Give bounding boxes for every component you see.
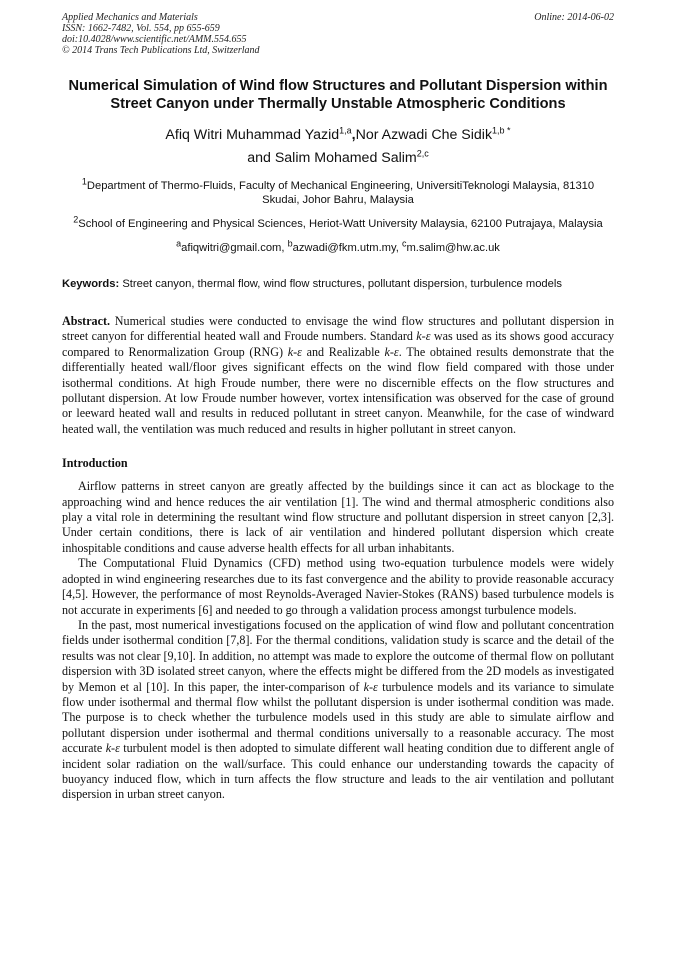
paragraph-text: turbulent model is then adopted to simulate different wall heating condition due to different angle of incident solar radiation on the wall/surface. This could enhance our understanding towards the capacity of buoyancy induced flow, which in turn affects the flow structure and leads to the air ventilation and pollutant dispersion in urban street canyon.: [62, 741, 614, 802]
affiliation-text: Department of Thermo-Fluids, Faculty of Mechanical Engineering, UniversitiTeknologi Malaysia, 81310 Skudai, Johor Bahru, Malaysia: [86, 180, 595, 206]
online-date: Online: 2014-06-02: [534, 12, 614, 23]
keywords-text: Street canyon, thermal flow, wind flow structures, pollutant dispersion, turbulence models: [122, 278, 562, 290]
abstract-text: Numerical studies were conducted to envisage the wind flow structures and pollutant dispersion in street canyon for differential heated wall and Froude numbers. Standard: [62, 314, 614, 344]
body-paragraph: The Computational Fluid Dynamics (CFD) method using two-equation turbulence models were widely adopted in wind engineering researches due to its fast convergence and the ability to provide reasonable accuracy [4,5]. However, the performance of most Reynolds-Averaged Navier-Stokes (RANS) based turbulence models is not accurate in experiments [6] and needed to go through a validation process amongst turbulence models.: [62, 556, 614, 617]
model-symbol: k-ε: [363, 679, 378, 694]
paper-title: Numerical Simulation of Wind flow Structures and Pollutant Dispersion within Street Canyon under Thermally Unstable Atmospheric Conditions: [68, 78, 608, 112]
email-link[interactable]: azwadi@fkm.utm.my: [292, 242, 396, 254]
author-list: Afiq Witri Muhammad Yazid$^{1,a}$,Nor Azwadi Che Sidik$^{1,b *}$ and Salim Mohamed Salim$^{2,c}$: [165, 125, 511, 166]
author-name: Afiq Witri Muhammad Yazid: [165, 127, 340, 143]
abstract-label: Abstract.: [62, 314, 111, 328]
author-name: Nor Azwadi Che Sidik: [355, 127, 493, 143]
section-heading-introduction: Introduction: [62, 456, 128, 471]
author-affiliation-mark: 2,c: [416, 148, 429, 159]
author-affiliation-mark: 1,b *: [492, 125, 511, 136]
abstract-text: and Realizable: [301, 344, 385, 359]
journal-header: [62, 12, 614, 56]
email-link[interactable]: afiqwitri@gmail.com: [181, 242, 282, 254]
email-mark: c: [401, 238, 407, 249]
keywords: [62, 277, 614, 292]
email-mark: a: [176, 238, 182, 249]
paragraph-text: turbulence models and its variance to simulate flow under isothermal and thermal flow whilst the pollutant dispersion is under isothermal condition was made. The purpose is to check whether the turbulence models used in this study are able to simulate airflow and pollutant dispersion under isothermal and thermal conditions universally to a reasonable accuracy. The most accurate: [62, 679, 614, 756]
journal-copyright: © 2014 Trans Tech Publications Ltd, Switzerland: [62, 45, 260, 56]
email-mark: b: [287, 238, 293, 249]
email-link[interactable]: m.salim@hw.ac.uk: [406, 242, 500, 254]
affiliation-mark: 1: [81, 176, 87, 187]
model-symbol: k-ε: [416, 329, 431, 344]
keywords-label: Keywords:: [62, 278, 120, 290]
journal-doi: doi:10.4028/www.scientific.net/AMM.554.655: [62, 34, 247, 45]
affiliation: [62, 176, 614, 207]
paragraph-text: In the past, most numerical investigations focused on the application of wind flow and pollutant concentration fields under isothermal condition [7,8]. For the thermal conditions, validation study is scarce and the detail of the results was not clear [9,10]. In addition, no attempt was made to explore the outcome of thermal flow on pollutant dispersion with 3D isolated street canyon, where the effects might be differed from the 2D models as investigated by Memon et al [10]. In this paper, the inter-comparison of: [62, 617, 614, 694]
author-affiliation-mark: 1,a: [339, 125, 352, 136]
author-name: and Salim Mohamed Salim: [247, 150, 417, 166]
abstract-text: was used as its shows good accuracy compared to Renormalization Group (RNG): [62, 329, 614, 359]
paper-page: [62, 12, 614, 803]
body-paragraph: Airflow patterns in street canyon are greatly affected by the buildings since it can act as blockage to the approaching wind and hence reduces the air ventilation [1]. The wind and thermal atmospheric conditions also play a vital role in determining the resultant wind flow structure and pollutant dispersion in street canyon [2,3]. Under certain conditions, there is lack of air ventilation and hindered pollutant dispersion which create inhospitable conditions and cause adverse health effects for all urban inhabitants.: [62, 479, 614, 555]
email-list: $^a$afiqwitri@gmail.com, $^b$azwadi@fkm.utm.my, $^c$m.salim@hw.ac.uk: [176, 238, 500, 254]
journal-name: Applied Mechanics and Materials: [62, 12, 198, 23]
affiliation: [62, 214, 614, 231]
journal-issn: ISSN: 1662-7482, Vol. 554, pp 655-659: [62, 23, 220, 34]
model-symbol: k-ε: [105, 741, 120, 756]
abstract-text: . The obtained results demonstrate that the differentially heated wall/floor gives significant effects on the wind flow field compared with those under isothermal conditions. At high Froude number, there were no discernible effects on the flow structures and pollutant dispersion. At low Froude number however, vortex intensification was observed for the case of ground or leeward heated wall and results in reduced pollutant in street canyon. Meanwhile, for the case of windward heated wall, the ventilation was much reduced and results in higher pollutant in street canyon.: [62, 344, 614, 436]
body-paragraph: [62, 618, 614, 803]
model-symbol: k-ε: [384, 344, 399, 359]
abstract: [62, 314, 614, 437]
model-symbol: k-ε: [287, 344, 302, 359]
affiliation-text: School of Engineering and Physical Sciences, Heriot-Watt University Malaysia, 62100 Putrajaya, Malaysia: [78, 218, 603, 230]
affiliation-mark: 2: [73, 214, 79, 225]
